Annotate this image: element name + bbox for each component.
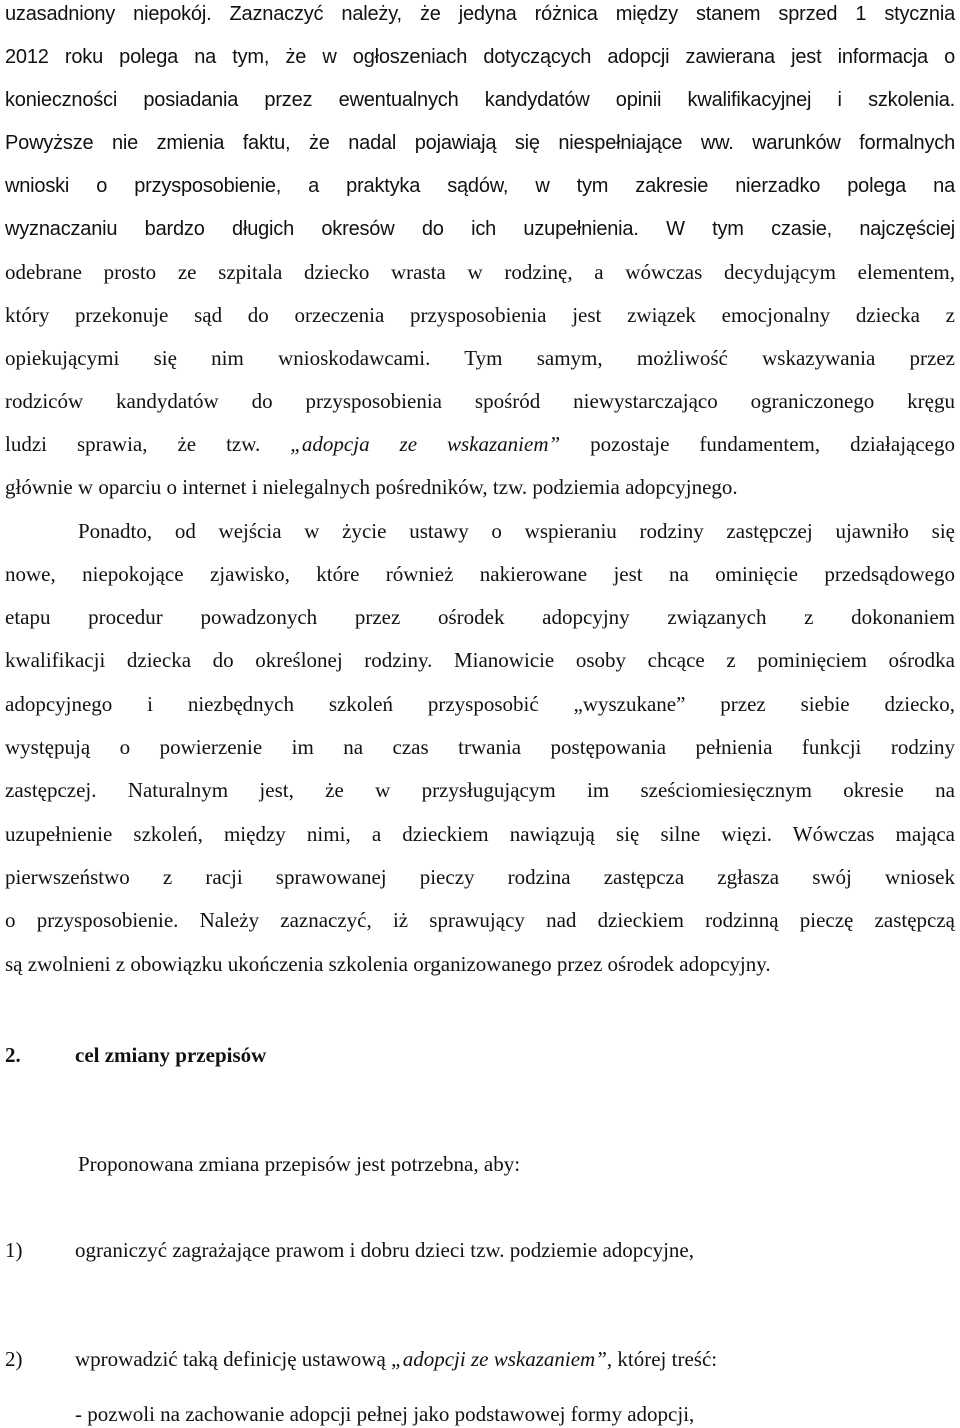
- text-line: zastępczej. Naturalnym jest, że w przysługującym im sześciomiesięcznym okresie na: [5, 778, 955, 802]
- list-item-number: 2): [5, 1347, 23, 1371]
- text-segment: wprowadzić taką definicję ustawową: [75, 1347, 392, 1371]
- italic-term: „adopcja ze wskazaniem”: [290, 432, 561, 456]
- text-line: wyznaczaniu bardzo długich okresów do ich uzupełnienia. W tym czasie, najczęściej: [5, 218, 955, 240]
- text-line: rodziców kandydatów do przysposobienia spośród niewystarczająco ograniczonego kręgu: [5, 389, 955, 413]
- section-title: cel zmiany przepisów: [75, 1043, 267, 1067]
- text-line: opiekującymi się nim wnioskodawcami. Tym samym, możliwość wskazywania przez: [5, 346, 955, 370]
- text-line: uzupełnienie szkoleń, między nimi, a dzieckiem nawiązują się silne więzi. Wówczas mająca: [5, 822, 955, 846]
- text-line: pierwszeństwo z racji sprawowanej pieczy rodzina zastępcza zgłasza swój wniosek: [5, 865, 955, 889]
- text-line: etapu procedur powadzonych przez ośrodek adopcyjny związanych z dokonaniem: [5, 605, 955, 629]
- list-item-number: 1): [5, 1238, 23, 1262]
- text-line: 2012 roku polega na tym, że w ogłoszeniach dotyczących adopcji zawierana jest informacja o: [5, 46, 955, 68]
- text-line: adopcyjnego i niezbędnych szkoleń przysposobić „wyszukane” przez siebie dziecko,: [5, 692, 955, 716]
- text-line: o przysposobienie. Należy zaznaczyć, iż sprawujący nad dzieckiem rodzinną pieczę zastępczą: [5, 908, 955, 932]
- text-line: wnioski o przysposobienie, a praktyka sądów, w tym zakresie nierzadko polega na: [5, 175, 955, 197]
- text-line: Powyższe nie zmienia faktu, że nadal pojawiają się niespełniające ww. warunków formalnych: [5, 132, 955, 154]
- intro-sentence: Proponowana zmiana przepisów jest potrzebna, aby:: [78, 1152, 521, 1176]
- text-line: głównie w oparciu o internet i nielegalnych pośredników, tzw. podziemia adopcyjnego.: [5, 475, 738, 499]
- text-line: uzasadniony niepokój. Zaznaczyć należy, że jedyna różnica między stanem sprzed 1 stycznia: [5, 3, 955, 25]
- text-line: [5, 430, 955, 458]
- text-line: który przekonuje sąd do orzeczenia przysposobienia jest związek emocjonalny dziecka z: [5, 303, 955, 327]
- text-line: nowe, niepokojące zjawisko, które również nakierowane jest na ominięcie przedsądowego: [5, 562, 955, 586]
- text-line: Ponadto, od wejścia w życie ustawy o wspieraniu rodziny zastępczej ujawniło się: [78, 519, 955, 543]
- sub-list-item: - pozwoli na zachowanie adopcji pełnej jako podstawowej formy adopcji,: [75, 1402, 695, 1426]
- text-segment: pozostaje fundamentem, działającego: [560, 432, 955, 456]
- text-segment: ludzi sprawia, że tzw.: [5, 432, 291, 456]
- text-line: konieczności posiadania przez ewentualnych kandydatów opinii kwalifikacyjnej i szkolenia.: [5, 89, 955, 111]
- text-line: odebrane prosto ze szpitala dziecko wrasta w rodzinę, a wówczas decydującym elementem,: [5, 260, 955, 284]
- text-line: są zwolnieni z obowiązku ukończenia szkolenia organizowanego przez ośrodek adopcyjny.: [5, 952, 771, 976]
- text-line: kwalifikacji dziecka do określonej rodziny. Mianowicie osoby chcące z pominięciem ośrodka: [5, 648, 955, 672]
- text-line: występują o powierzenie im na czas trwania postępowania pełnienia funkcji rodziny: [5, 735, 955, 759]
- list-item-text: [75, 1345, 717, 1373]
- italic-term: „adopcji ze wskazaniem”: [391, 1347, 607, 1371]
- list-item-text: ograniczyć zagrażające prawom i dobru dzieci tzw. podziemie adopcyjne,: [75, 1238, 694, 1262]
- section-number: 2.: [5, 1043, 21, 1067]
- text-segment: , której treść:: [606, 1347, 718, 1371]
